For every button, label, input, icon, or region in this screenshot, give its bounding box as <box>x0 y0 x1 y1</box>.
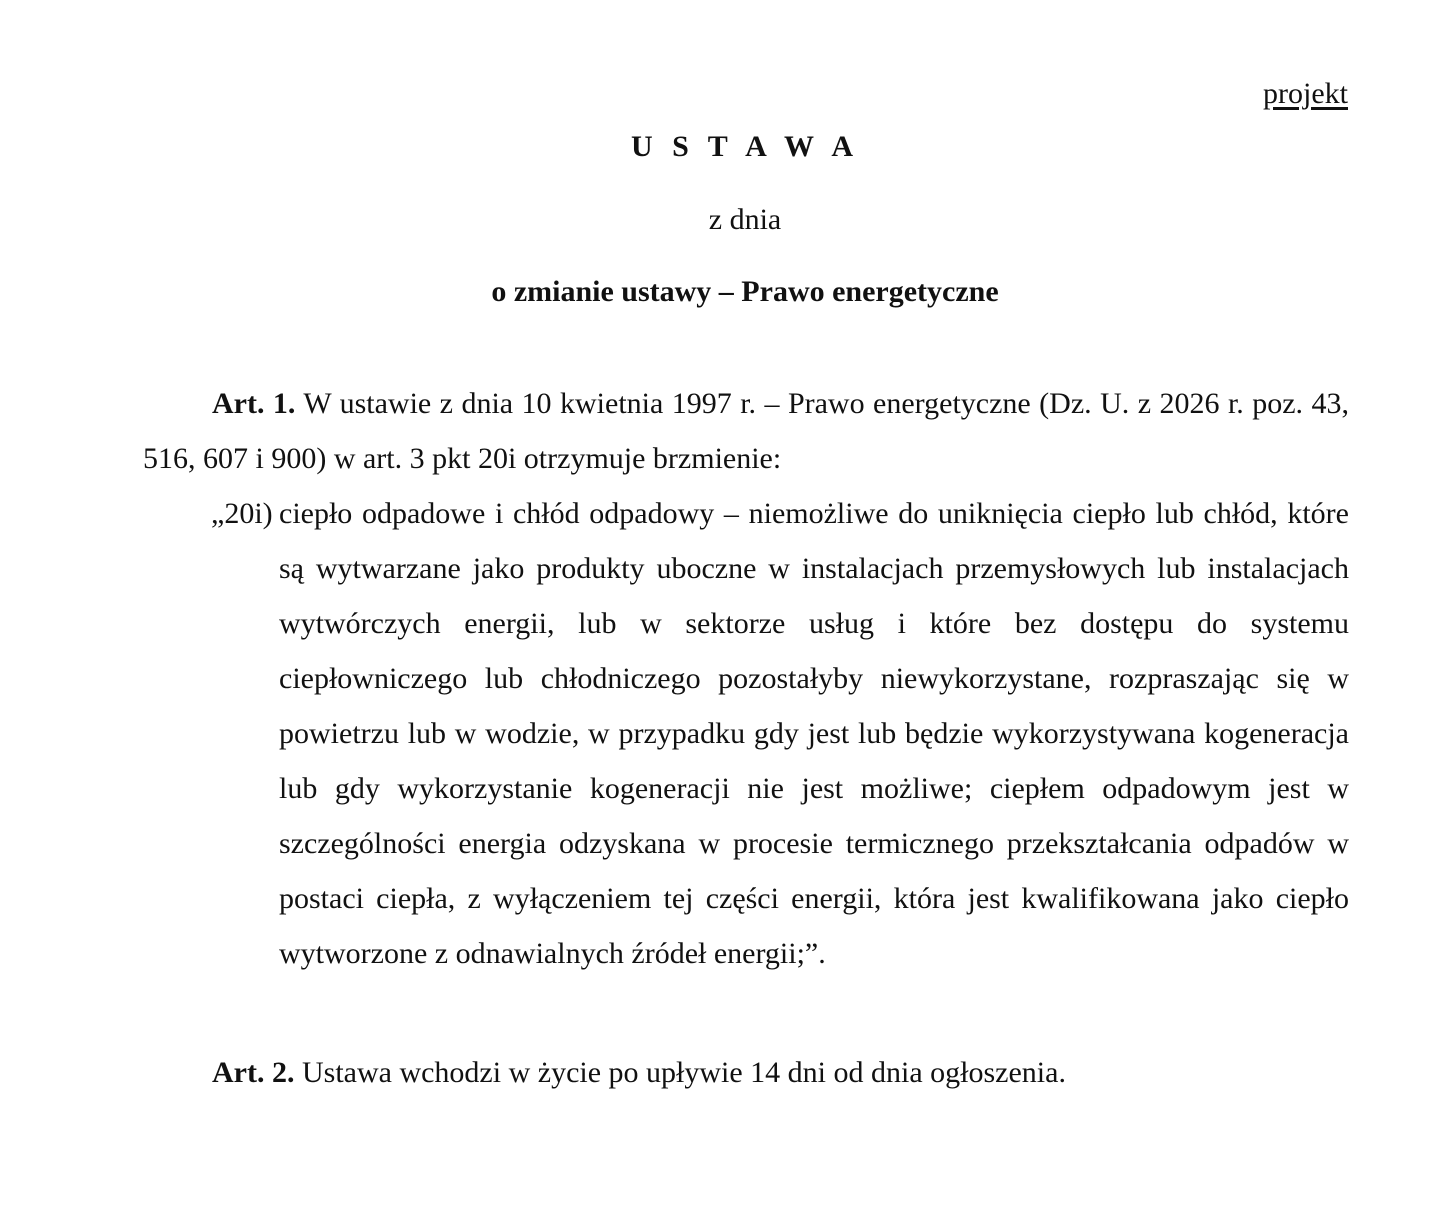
act-date: z dnia <box>708 203 782 236</box>
article-2 <box>212 1055 1066 1091</box>
article-1 <box>143 376 1349 486</box>
article-2-text: Ustawa wchodzi w życie po upływie 14 dni od dnia ogłoszenia. <box>301 1056 1066 1089</box>
article-1-label: Art. 1. <box>212 387 296 420</box>
act-subject: o zmianie ustawy – Prawo energetyczne <box>491 275 999 308</box>
article-2-label: Art. 2. <box>212 1056 295 1089</box>
act-title: U S T A W A <box>630 130 860 163</box>
draft-marker: projekt <box>1263 77 1348 110</box>
item-20i-number: „20i) <box>211 497 273 530</box>
item-20i-text: ciepło odpadowe i chłód odpadowy – niemożliwe do uniknięcia ciepło lub chłód, które są wytwarzane jako produkty uboczne w instalacjach przemysłowych lub instalacjach wytwórczych energii, lub w sektorze usług i które bez dostępu do systemu ciepłowniczego lub chłodniczego pozostałyby niewykorzystane, rozpraszając się w powietrzu lub w wodzie, w przypadku gdy jest lub będzie wykorzystywana kogeneracja lub gdy wykorzystanie kogeneracji nie jest możliwe; ciepłem odpadowym jest w szczególności energia odzyskana w procesie termicznego przekształcania odpadów w postaci ciepła, z wyłączeniem tej części energii, która jest kwalifikowana jako ciepło wytworzone z odnawialnych źródeł energii;”. <box>279 497 1349 970</box>
article-1-text: W ustawie z dnia 10 kwietnia 1997 r. – Prawo energetyczne (Dz. U. z 2026 r. poz. 43, 516, 607 i 900) w art. 3 pkt 20i otrzymuje brzmienie: <box>143 387 1349 475</box>
